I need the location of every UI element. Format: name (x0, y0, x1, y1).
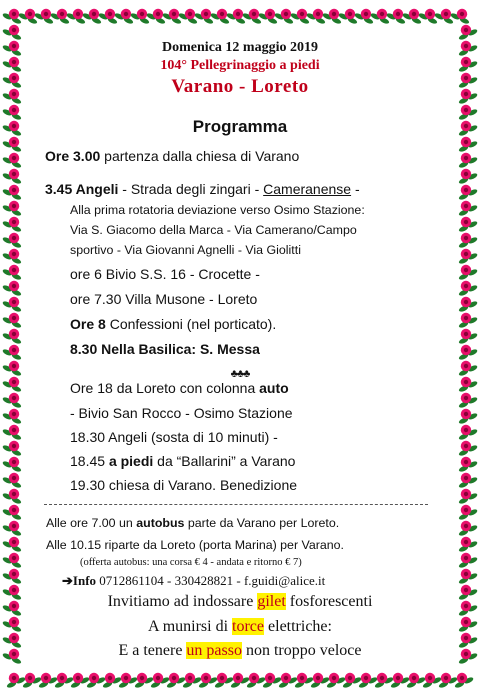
rose-icon (455, 53, 478, 73)
schedule-line-11: - Bivio San Rocco - Osimo Stazione (70, 405, 293, 421)
rose-icon (455, 21, 478, 41)
arrow-icon: ➔ (62, 573, 73, 588)
bus-line-1 (46, 516, 339, 530)
line-text: E a tenere (118, 642, 187, 659)
rose-icon (2, 389, 25, 409)
rose-icon (455, 405, 478, 425)
closing-line-1 (30, 593, 450, 611)
rose-icon (2, 373, 25, 393)
rose-icon (2, 645, 25, 665)
line-text: Nella Basilica: S. Messa (97, 341, 260, 357)
rose-icon (455, 85, 478, 105)
rose-icon (455, 533, 478, 553)
rose-icon (2, 197, 25, 217)
rose-icon (455, 373, 478, 393)
rose-icon (450, 5, 473, 25)
schedule-line-14: 19.30 chiesa di Varano. Benedizione (70, 477, 298, 493)
rose-icon (2, 613, 25, 633)
rose-icon (2, 341, 25, 361)
rose-icon (2, 229, 25, 249)
rose-icon (455, 597, 478, 617)
rose-icon (455, 69, 478, 89)
time-3-00: Ore 3.00 (45, 148, 101, 164)
rose-icon (455, 629, 478, 649)
highlight-torce: torce (232, 618, 265, 635)
rose-icon (2, 485, 25, 505)
line-text: fosforescenti (285, 593, 373, 610)
rose-icon (455, 309, 478, 329)
rose-icon (2, 277, 25, 297)
closing-line-3 (30, 642, 450, 660)
event-date: Domenica 12 maggio 2019 (162, 40, 318, 55)
rose-icon (2, 37, 25, 57)
rose-icon (455, 101, 478, 121)
line-text: partenza dalla chiesa di Varano (100, 148, 300, 164)
rose-icon (455, 197, 478, 217)
line-text: A munirsi di (148, 618, 233, 635)
schedule-line-3: Alla prima rotatoria deviazione verso Osimo Stazione: (70, 203, 365, 217)
rose-icon (2, 261, 25, 281)
rose-icon (455, 517, 478, 537)
club-divider: ♣♣♣ (230, 368, 250, 380)
rose-icon (2, 517, 25, 537)
auto-word: auto (259, 380, 289, 396)
rose-icon (2, 533, 25, 553)
rose-icon (2, 357, 25, 377)
rose-icon (455, 245, 478, 265)
highlight-gilet: gilet (257, 593, 286, 610)
contact-details: 0712861104 - 330428821 - f.guidi@alice.it (96, 573, 326, 588)
rose-icon (2, 21, 25, 41)
line-text: Confessioni (nel porticato). (105, 316, 277, 332)
line-text: Alle ore 7.00 un (46, 516, 137, 530)
rose-icon (455, 485, 478, 505)
rose-icon (455, 437, 478, 457)
line-text: non troppo veloce (241, 642, 362, 659)
bus-line-2: Alle 10.15 riparte da Loreto (porta Marina) per Varano. (46, 538, 344, 552)
rose-icon (2, 405, 25, 425)
bus-fare: (offerta autobus: una corsa € 4 - andata e ritorno € 7) (80, 557, 302, 568)
rose-icon (2, 565, 25, 585)
rose-icon (455, 133, 478, 153)
rose-icon (2, 85, 25, 105)
line-text: Ore 18 da Loreto con colonna (70, 380, 260, 396)
rose-icon (455, 357, 478, 377)
line-text: elettriche: (264, 618, 332, 635)
rose-icon (455, 181, 478, 201)
flyer (30, 30, 450, 662)
schedule-line-2 (45, 181, 360, 197)
rose-icon (2, 453, 25, 473)
rose-icon (2, 501, 25, 521)
street-name: Cameranense (263, 181, 352, 197)
rose-icon (2, 581, 25, 601)
line-text: 18.45 (70, 453, 109, 469)
info-label: Info (72, 573, 97, 588)
schedule-line-6: ore 6 Bivio S.S. 16 - Crocette - (70, 266, 260, 282)
rose-icon (455, 341, 478, 361)
rose-icon (455, 117, 478, 137)
time-3-45: 3.45 Angeli (45, 181, 119, 197)
rose-icon (2, 549, 25, 569)
rose-icon (2, 325, 25, 345)
rose-icon (455, 213, 478, 233)
schedule-line-10 (70, 380, 289, 396)
rose-icon (455, 549, 478, 569)
rose-icon (2, 213, 25, 233)
rose-icon (455, 565, 478, 585)
schedule-line-12: 18.30 Angeli (sosta di 10 minuti) - (70, 429, 278, 445)
schedule-line-5: sportivo - Via Giovanni Agnelli - Via Giolitti (70, 243, 301, 257)
rose-icon (2, 293, 25, 313)
rose-icon (455, 37, 478, 57)
rose-icon (2, 165, 25, 185)
a-piedi: a piedi (108, 453, 154, 469)
rose-icon (455, 261, 478, 281)
schedule-line-4: Via S. Giacomo della Marca - Via Camerano/Campo (70, 223, 357, 237)
rose-icon (2, 245, 25, 265)
rose-icon (455, 293, 478, 313)
line-text: - Strada degli zingari - (118, 181, 264, 197)
rose-icon (2, 421, 25, 441)
schedule-line-13 (70, 453, 295, 469)
rose-icon (455, 277, 478, 297)
rose-icon (2, 469, 25, 489)
schedule-line-9 (70, 341, 260, 357)
closing-line-2 (30, 618, 450, 636)
time-8-30: 8.30 (70, 341, 98, 357)
rose-icon (2, 53, 25, 73)
rose-icon (2, 309, 25, 329)
contact-line (62, 573, 325, 589)
schedule-line-8 (70, 316, 276, 332)
rose-icon (2, 629, 25, 649)
rose-icon (2, 437, 25, 457)
rose-icon (2, 101, 25, 121)
rose-icon (2, 69, 25, 89)
line-text: - (351, 181, 360, 197)
event-title: 104° Pellegrinaggio a piedi (160, 58, 320, 73)
rose-icon (455, 149, 478, 169)
rose-icon (2, 133, 25, 153)
rose-icon (455, 613, 478, 633)
rose-icon (455, 645, 478, 665)
highlight-un-passo: un passo (186, 642, 242, 659)
rose-icon (455, 165, 478, 185)
time-8: Ore 8 (70, 316, 106, 332)
dashed-separator (44, 504, 428, 505)
rose-icon (455, 581, 478, 601)
rose-icon (455, 453, 478, 473)
rose-icon (2, 597, 25, 617)
line-text: da “Ballarini” a Varano (153, 453, 296, 469)
rose-icon (455, 325, 478, 345)
rose-icon (2, 181, 25, 201)
rose-icon (455, 469, 478, 489)
rose-icon (3, 669, 26, 689)
program-heading: Programma (192, 117, 288, 136)
rose-icon (455, 421, 478, 441)
rose-icon (2, 117, 25, 137)
rose-icon (455, 229, 478, 249)
schedule-line-1 (45, 148, 299, 164)
route-title: Varano - Loreto (171, 76, 309, 97)
autobus-word: autobus (136, 516, 185, 530)
rose-icon (455, 501, 478, 521)
rose-icon (455, 389, 478, 409)
schedule-line-7: ore 7.30 Villa Musone - Loreto (70, 291, 258, 307)
line-text: parte da Varano per Loreto. (184, 516, 340, 530)
line-text: Invitiamo ad indossare (107, 593, 258, 610)
rose-icon (2, 149, 25, 169)
